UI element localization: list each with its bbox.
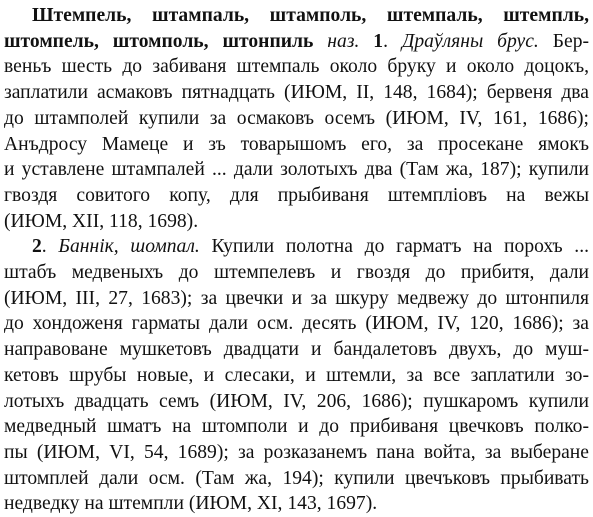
headword-part-2: штомпель, штомполь, штонпиль [4, 30, 314, 52]
sense-1-text-start: Бер- [552, 30, 590, 52]
headword-part-1: Штемпель, штампаль, штамполь, штемпаль, штемпль, [32, 5, 589, 26]
text-line: кетовъ шрубы новые, и слесаки, и штемли, за все заплатили зо- [4, 364, 589, 386]
dictionary-sense-2 [4, 234, 589, 517]
text-line: медведный шматъ на штомполи и до прибиваня цвечковъ полко- [4, 416, 589, 438]
text-line: гвоздя совитого копу, для прыбиваня штемпліовъ на вежы [4, 184, 589, 206]
text-line: веньъ шесть до забиваня штемпаль около бруку и около доцокъ, [4, 56, 589, 78]
text-line: до хондоженя гарматы дали осм. десять (ИЮМ, IV, 120, 1686); за [4, 313, 589, 335]
text-line: лотыхъ двадцать семъ (ИЮМ, IV, 206, 1686); пушкаромъ купили [4, 390, 589, 412]
text-line: штабъ медвеныхъ до штемпелевъ и гвоздя до прибитя, дали [4, 262, 589, 284]
sense-number-2: 2 [32, 236, 42, 258]
headword-line-2: штомпель, штомполь, штонпиль наз. 1. Драўляны брус. Бер- [4, 30, 590, 52]
text-line: штомплей дали осм. (Там жа, 194); купили цвечъковъ прыбивать [4, 467, 589, 489]
text-line: и уставлене штампалей ... дали золотыхъ два (Там жа, 187); купили [4, 159, 589, 181]
sense-number-1: 1 [373, 30, 384, 52]
sense-definition-1: Драўляны брус. [401, 30, 539, 52]
dictionary-entry [4, 3, 589, 234]
text-line: пы (ИЮМ, VI, 54, 1689); за розказанемъ пана войта, за выберане [4, 441, 589, 463]
text-line: направоване мушкетовъ двадцати и бандалетовъ двухъ, до муш- [4, 339, 589, 361]
text-line: до штамполей купили за осмаковъ осемъ (ИЮМ, IV, 161, 1686); [4, 107, 589, 129]
text-line: (ИЮМ, III, 27, 1683); за цвечки и за шкуру медвежу до штонпиля [4, 287, 589, 309]
text-line: недведку на штемпли (ИЮМ, XI, 143, 1697). [4, 493, 378, 515]
text-line: заплатили асмаковъ пятнадцать (ИЮМ, II, 148, 1684); бервеня два [4, 82, 589, 104]
sense-definition-2: Баннік, шомпал. [58, 236, 200, 258]
text-line: Анъдросу Мамеце и зъ товарышомъ его, за просекане ямокъ [4, 133, 589, 155]
sense-2-text-start: Купили полотна до гарматъ на порохъ ... [211, 236, 590, 258]
sense-2-first-line: 2. Баннік, шомпал. Купили полотна до гарматъ на порохъ ... [32, 236, 590, 258]
part-of-speech: наз. [327, 30, 360, 52]
text-line: (ИЮМ, XII, 118, 1698). [4, 210, 199, 232]
headword-line-1 [4, 3, 589, 29]
